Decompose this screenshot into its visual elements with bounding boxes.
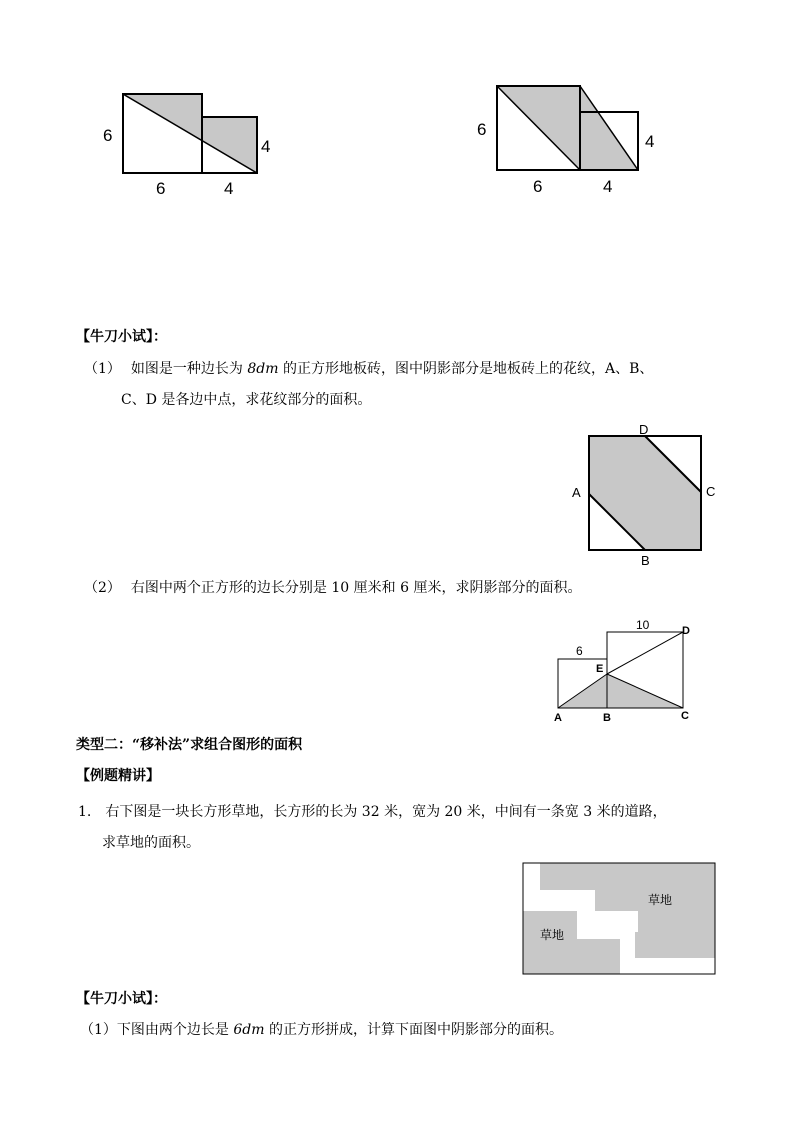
question-text: 下图由两个边长是 (116, 1022, 234, 1038)
label-10: 10 (636, 618, 650, 632)
section-heading-2: 【牛刀小试】： (76, 991, 167, 1007)
shaded-triangle (558, 674, 683, 708)
label-e: E (596, 663, 604, 675)
figure-top-left (95, 85, 285, 200)
question-2 (84, 578, 581, 598)
label-right-side: 4 (645, 132, 655, 151)
question-number: （1） (84, 361, 121, 377)
label-a: A (554, 712, 562, 724)
label-bottom-right: 4 (224, 179, 234, 198)
label-d: D (682, 625, 690, 637)
question-1-line-1 (84, 359, 653, 379)
label-bottom-right: 4 (603, 177, 613, 196)
side-length-value: 8 (247, 361, 257, 377)
label-left-side: 6 (103, 126, 113, 145)
label-c: C (681, 710, 689, 722)
example-number: 1. (78, 804, 92, 820)
question-number: （2） (84, 580, 121, 596)
figure-lawn (520, 860, 720, 978)
practice-question-1 (80, 1020, 563, 1040)
figure-floor-tile (565, 422, 725, 572)
question-text-cont: 的正方形地板砖，图中阴影部分是地板砖上的花纹，A、B、 (278, 361, 654, 377)
figure-top-right (470, 78, 670, 203)
label-a: A (572, 485, 581, 500)
question-1-line-2: C、D 是各边中点，求花纹部分的面积。 (121, 392, 372, 408)
example-text: 右下图是一块长方形草地，长方形的长为 32 米，宽为 20 米，中间有一条宽 3 米的道路， (105, 804, 667, 820)
label-bottom-left: 6 (156, 179, 166, 198)
lawn-label-right: 草地 (648, 893, 673, 907)
example-1-line-1 (78, 802, 667, 822)
question-text-cont: 的正方形拼成，计算下面图中阴影部分的面积。 (264, 1022, 563, 1038)
figure-two-squares (548, 612, 703, 727)
label-b: B (641, 553, 650, 568)
lawn-label-left: 草地 (540, 928, 565, 942)
label-bottom-left: 6 (533, 177, 543, 196)
label-c: C (706, 484, 716, 499)
label-6: 6 (576, 644, 583, 658)
label-d: D (639, 422, 649, 437)
label-b: B (603, 712, 611, 724)
example-1-line-2: 求草地的面积。 (102, 835, 200, 851)
question-text: 右图中两个正方形的边长分别是 10 厘米和 6 厘米，求阴影部分的面积。 (130, 580, 582, 596)
question-text: 如图是一种边长为 (130, 361, 248, 377)
label-right-side: 4 (261, 137, 271, 156)
side-length-unit: dm (256, 361, 279, 377)
line-b-d (607, 632, 683, 674)
side-length-unit: dm (242, 1022, 265, 1038)
example-heading: 【例题精讲】 (76, 768, 160, 784)
section-heading: 【牛刀小试】： (76, 329, 167, 345)
section-title: 类型二：“移补法”求组合图形的面积 (76, 737, 303, 753)
question-number: （1） (80, 1022, 117, 1038)
label-left-side: 6 (477, 120, 487, 139)
side-length-value: 6 (233, 1022, 243, 1038)
shaded-pattern (589, 436, 701, 550)
